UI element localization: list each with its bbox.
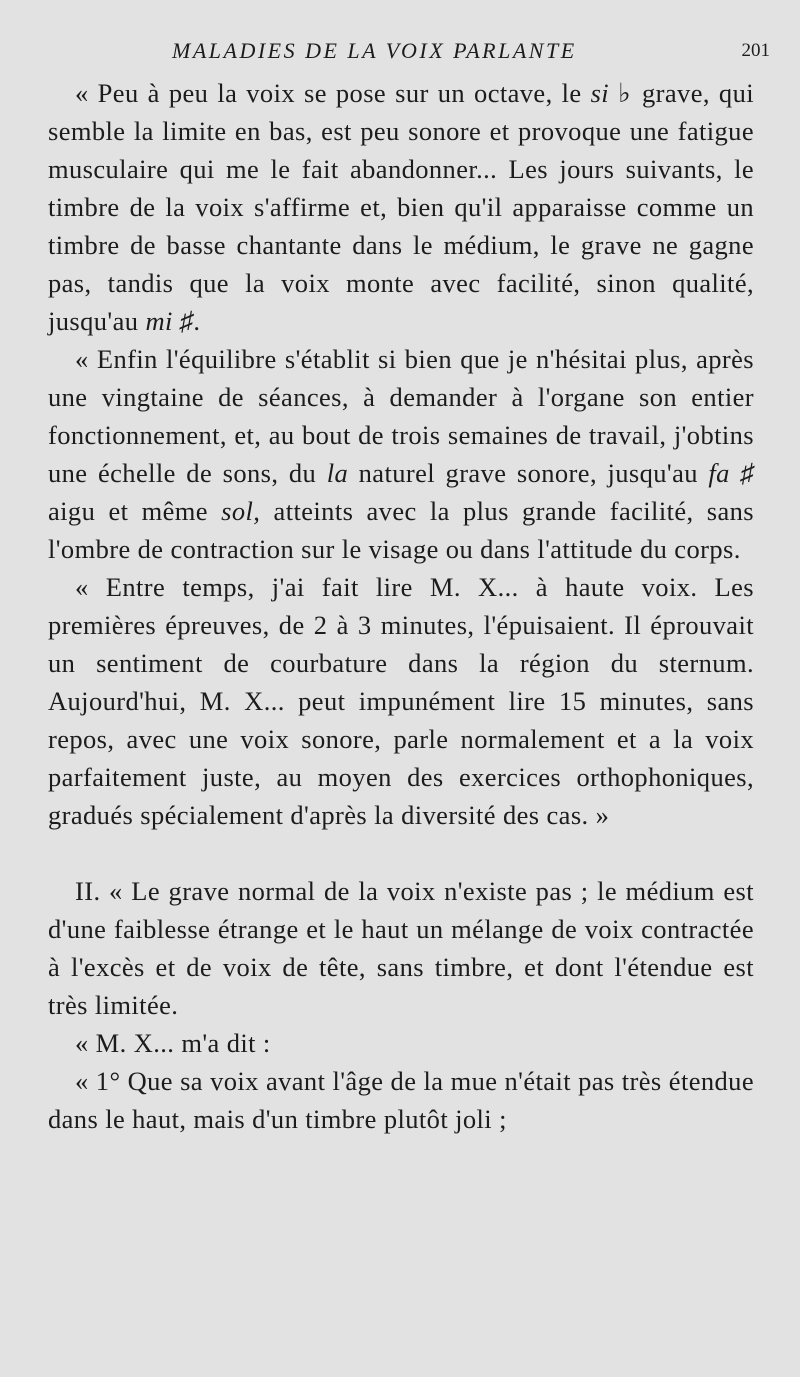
text-run: . [193,306,201,336]
paragraph-case-two: II. « Le grave normal de la voix n'existe pas ; le médium est d'une faiblesse étrange et le haut un mélange de voix contractée à l'excès et de voix de tête, sans timbre, et dont l'étendue est très limitée. [48,876,754,1020]
note-si-flat: si ♭ [590,78,633,108]
text-run: « Peu à peu la voix se pose sur un octave, le [75,78,591,108]
note-fa-sharp: fa ♯ [708,458,754,488]
text-run: atteints avec la plus grande facilité, sans l'ombre de contraction sur le visage ou dans l'attitude du corps. [48,496,754,564]
section-gap [48,834,754,872]
body-text [48,74,754,1138]
paragraph-equilibrium [48,340,754,568]
note-la: la [326,458,349,488]
text-run: « Enfin l'équilibre s'établit si bien que je n'hésitai plus, après une vingtaine de séances, à demander à l'organe son entier fonctionnement, et, au bout de trois semaines de travail, j'obtins une échelle de sons, du [48,344,754,488]
text-run: naturel grave sonore, jusqu'au [348,458,709,488]
paragraph-voice-settling [48,74,754,340]
text-run: grave, qui semble la limite en bas, est peu sonore et provoque une fatigue musculaire qui me le fait abandonner... Les jours suivants, le timbre de la voix s'affirme et, bien qu'il apparaisse comme un timbre de basse chantante dans le médium, le grave ne gagne pas, tandis que la voix monte avec facilité, sinon qualité, jusqu'au [48,78,754,336]
paragraph-mx-said: « M. X... m'a dit : [75,1028,271,1058]
running-head [0,38,800,68]
running-title: MALADIES DE LA VOIX PARLANTE [172,38,577,63]
page-number: 201 [741,40,770,61]
paragraph-reading-exercise: « Entre temps, j'ai fait lire M. X... à haute voix. Les premières épreuves, de 2 à 3 minutes, l'épuisaient. Il éprouvait un sentiment de courbature dans la région du sternum. Aujourd'hui, M. X... peut impunément lire 15 minutes, sans repos, avec une voix sonore, parle normalement et a la voix parfaitement juste, au moyen des exercices orthophoniques, gradués spécialement d'après la diversité des cas. » [48,572,754,830]
text-run: aigu et même [48,496,222,526]
note-mi-sharp: mi ♯ [145,306,194,336]
paragraph-point-one: « 1° Que sa voix avant l'âge de la mue n'était pas très étendue dans le haut, mais d'un timbre plutôt joli ; [48,1066,754,1134]
note-sol: sol, [221,496,261,526]
